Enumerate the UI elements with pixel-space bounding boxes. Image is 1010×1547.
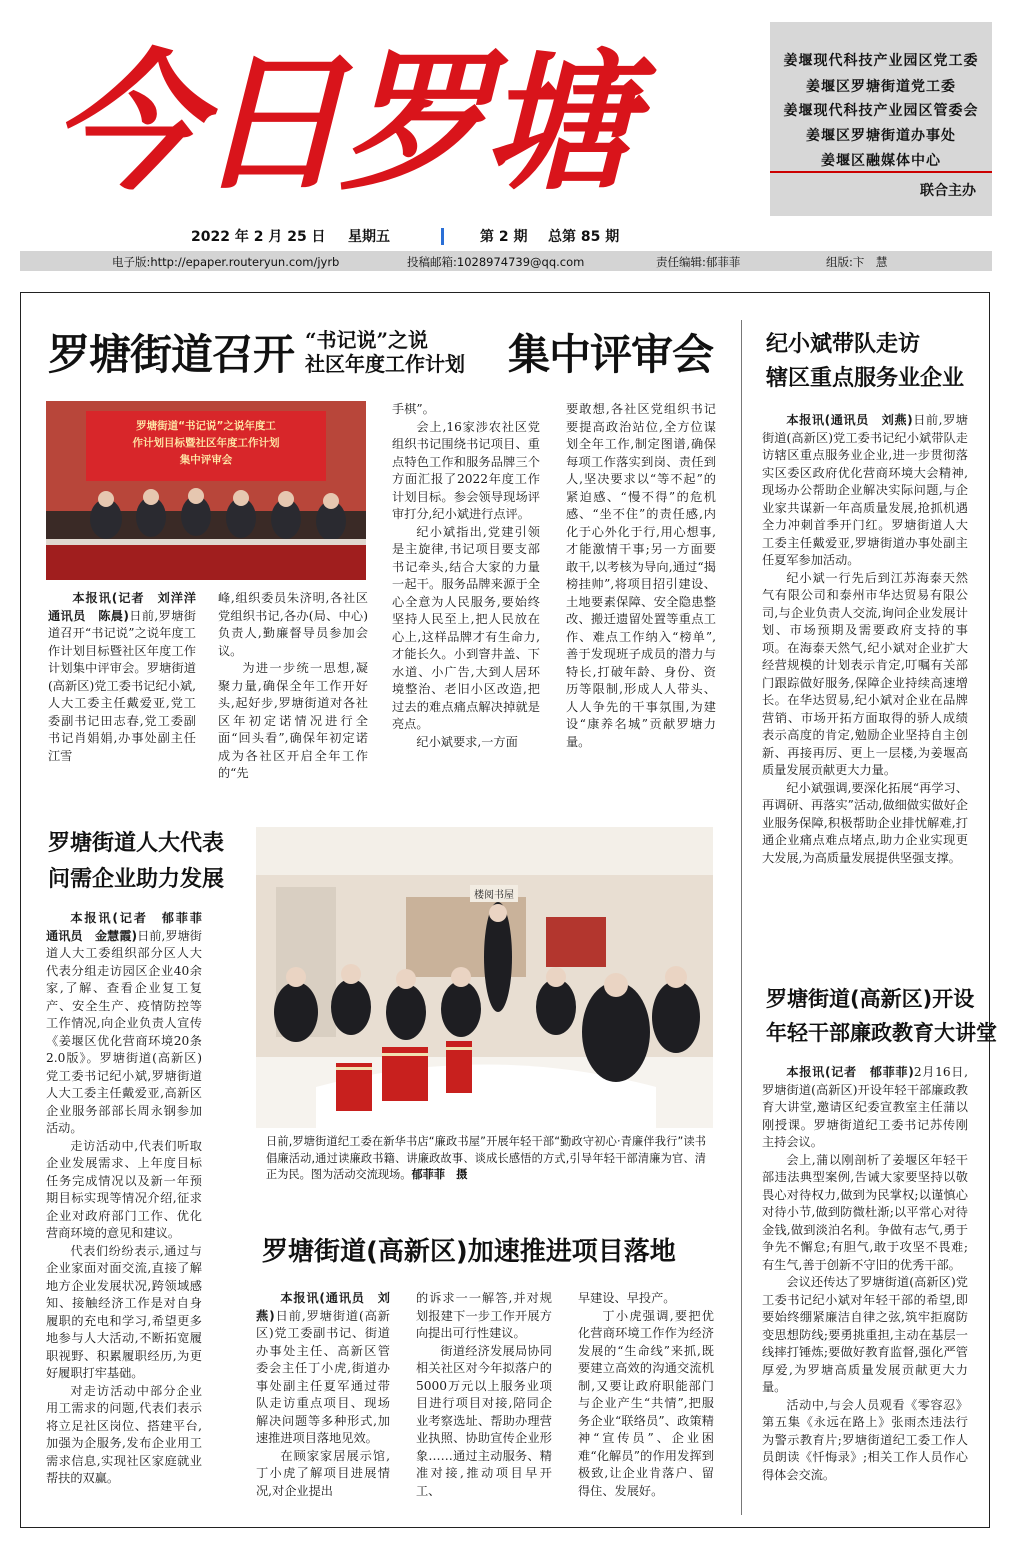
lead-headline-part-a: 罗塘街道召开 <box>48 330 295 379</box>
headline-line: 辖区重点服务业企业 <box>766 366 965 391</box>
responsible-editor: 责任编辑:郁菲菲 <box>656 255 741 269</box>
project-headline: 罗塘街道(高新区)加速推进项目落地 <box>262 1237 676 1267</box>
lead-text: 要敢想,各社区党组织书记要提高政治站位,全方位谋划全年工作,制定图谱,确保每项工作落实到岗、责任到人,坚决要求以“等不起”的紧迫感、“慢不得”的危机感、“坐不住”的责任感,内化于心外化于行,用心想事,才能激情干事;另一方面要敢干,以考核为导向,通过“揭榜挂帅”,将项目招引建设、土地要素保障、安全隐患整改、搬迁遗留处置等重点工作、难点工作纳入“榜单”,善于发现班子成员的潜力与特长,打破年龄、身份、资历等限制,形成人人带头、人人争先的干事氛围,为建设“康养名城”贡献罗塘力量。 <box>566 402 716 749</box>
headline-line: 纪小斌带队走访 <box>766 332 921 357</box>
deputies-byline: 本报讯(记者 郁菲菲 通讯员 金慧霞) <box>46 911 215 943</box>
column-divider <box>741 320 742 1515</box>
integrity-byline: 本报讯(记者 郁菲菲) <box>786 1065 914 1079</box>
ji-visit-text: 日前,罗塘街道(高新区)党工委书记纪小斌带队走访辖区重点服务业企业,进一步贯彻落实区委区政府优化营商环境大会精神,现场办公帮助企业解决实际问题,与企业家共谋新一年高质量发展,抢抓机遇全力冲刺首季开门红。罗塘街道人大工委主任戴爱亚,罗塘街道办事处副主任夏军参加活动。 <box>762 413 968 567</box>
lead-text: 手棋”。 <box>392 402 435 416</box>
lead-headline-part-b: 集中评审会 <box>508 330 714 379</box>
project-byline: 本报讯(通讯员 刘燕) <box>256 1291 390 1323</box>
headline-line: 问需企业助力发展 <box>48 867 225 892</box>
lead-text: 峰,组织委员朱济明,各社区党组织书记,各办(局、中心)负责人,勤廉督导员参加会议。 <box>218 591 368 658</box>
project-column-3 <box>578 1290 714 1522</box>
submission-email[interactable]: 投稿邮箱:1028974739@qq.com <box>407 255 585 269</box>
ji-visit-text: 纪小斌强调,要深化拓展“再学习、再调研、再落实”活动,做细做实做好企业服务保障,积极帮助企业排忧解难,打通企业痛点难点堵点,助力企业实现更大发展,为高质量发展提供坚强支撑。 <box>762 780 968 865</box>
layout-editor: 组版:卞 慧 <box>826 255 888 269</box>
integrity-text: 会上,蒲以刚剖析了姜堰区年轻干部违法典型案例,告诫大家要坚持以敬畏心对待权力,做到为民掌权;以谨慎心对待小节,做到防微杜渐;以平常心对待金钱,做到淡泊名利。争做有志气,勇于争先不懈怠;有胆气,敢于攻坚不畏难;有生气,善于创新不守旧的优秀干部。 <box>762 1152 968 1272</box>
photo-credit: 郁菲菲 摄 <box>411 1168 468 1181</box>
banner-line: 罗塘街道“书记说”之说年度工 <box>136 420 276 432</box>
issue-number: 第 2 期 <box>480 229 528 245</box>
info-bar <box>20 251 992 271</box>
lead-text: 日前,罗塘街道召开“书记说”之说年度工作计划目标暨社区年度工作计划集中评审会。罗塘街道(高新区)党工委书记纪小斌,人大工委主任戴爱亚,党工委副书记田志春,党工委副书记肖娟娟,办事处副主任江雪 <box>48 608 196 763</box>
lead-photo-banner <box>88 418 324 469</box>
ji-visit-headline <box>766 328 964 396</box>
lead-column-4 <box>566 401 716 786</box>
deputies-text: 对走访活动中部分企业用工需求的问题,代表们表示将立足社区岗位、搭建平台,加强为企服务,发布企业用工需求信息,实现社区家庭就业帮扶的双赢。 <box>46 1383 202 1485</box>
deputies-text: 代表们纷纷表示,通过与企业家面对面交流,直接了解地方企业发展状况,跨领域感知、接触经济工作是对自身履职的充电和学习,希望更多地参与人大活动,不断拓宽履职视野、积累履职经历,为更好履职打牢基础。 <box>46 1243 202 1380</box>
lead-column-2 <box>218 590 368 786</box>
deputies-headline <box>48 826 224 898</box>
lead-headline-mid-1: “书记说”之说 <box>305 328 429 352</box>
lead-headline-mid-2: 社区年度工作计划 <box>305 352 465 376</box>
lead-column-3 <box>392 401 540 786</box>
lead-text: 纪小斌要求,一方面 <box>416 734 518 749</box>
dateline-separator <box>441 228 444 245</box>
deputies-text: 日前,罗塘街道人大工委组织部分区人大代表分组走访园区企业40余家,了解、查看企业复工复产、安全生产、疫情防控等工作情况,向企业负责人宣传《姜堰区优化营商环境20条2.0版》。罗塘街道(高新区)党工委书记纪小斌,罗塘街道人大工委主任戴爱亚,高新区企业服务部部长周永钢参加活动。 <box>46 928 202 1135</box>
deputies-text: 走访活动中,代表们听取企业发展需求、上年度目标任务完成情况以及新一年预期目标实现等情况介绍,征求企业对政府部门工作、优化营商环境的意见和建议。 <box>46 1138 202 1240</box>
dateline <box>0 226 1010 248</box>
organizer-line: 姜堰区融媒体中心 <box>821 153 941 169</box>
reading-photo-caption <box>266 1134 706 1192</box>
lead-text: 会上,16家涉农社区党组织书记围绕书记项目、重点特色工作和服务品牌三个方面汇报了2022年度工作计划目标。参会领导现场评审打分,纪小斌进行点评。 <box>392 419 540 521</box>
project-text: 丁小虎强调,要把优化营商环境工作作为经济发展的“生命线”来抓,既要建立高效的沟通交流机制,又要让政府职能部门与企业产生“共情”,把服务企业“联络员”、政策精神“宣传员”、企业困难“化解员”的作用发挥到极致,让企业肯落户、留得住、发展好。 <box>578 1308 714 1498</box>
lead-text: 纪小斌指出,党建引领是主旋律,书记项目要支部书记牵头,结合大家的力量一起干。服务品牌来源于全心全意为人民服务,要始终坚持人民至上,把人民放在心上,这样品牌才有生命力,才能长久。小到窨井盖、下水道、小广告,大到人居环境整治、老旧小区改造,把过去的难点痛点解决掉就是亮点。 <box>392 524 540 731</box>
epaper-link[interactable]: 电子版:http://epaper.routeryun.com/jyrb <box>112 255 340 269</box>
integrity-text: 活动中,与会人员观看《零容忍》第五集《永远在路上》张雨杰违法行为警示教育片;罗塘街道纪工委工作人员朗读《忏悔录》;相关工作人员作心得体会交流。 <box>762 1397 968 1482</box>
lead-byline: 本报讯(记者 刘洋洋 通讯员 陈晨) <box>48 591 209 623</box>
issue-weekday: 星期五 <box>348 229 390 245</box>
issue-date: 2022 年 2 月 25 日 <box>191 229 326 245</box>
ji-visit-byline: 本报讯(通讯员 刘燕) <box>786 413 913 427</box>
bookstore-sign: 楼阅书屋 <box>470 885 518 902</box>
project-text: 街道经济发展局协同相关社区对今年拟落户的5000万元以上服务业项目进行项目对接,陪同企业考察选址、帮助办理营业执照、协助宣传企业形象……通过主动服务、精准对接,推动项目早开工、 <box>416 1343 552 1498</box>
headline-line: 年轻干部廉政教育大讲堂 <box>766 1021 997 1045</box>
project-text: 日前,罗塘街道(高新区)党工委副书记、街道办事处主任、高新区管委会主任丁小虎,街道办事处副主任夏军通过带队走访重点项目、现场解决问题等多种形式,加速推进项目落地见效。 <box>256 1308 390 1445</box>
integrity-lecture-headline <box>766 982 997 1050</box>
lead-photo <box>46 401 366 580</box>
organizer-rule <box>770 171 992 173</box>
project-text: 在顾家家居展示馆,丁小虎了解项目进展情况,对企业提出 <box>256 1448 390 1498</box>
integrity-text: 会议还传达了罗塘街道(高新区)党工委书记纪小斌对年轻干部的希望,即要始终绷紧廉洁自律之弦,筑牢拒腐防变思想防线;要勇挑重担,主动在基层一线摔打锤炼;要做好教育监督,强化严管厚爱,为罗塘高质量发展贡献更大力量。 <box>762 1275 968 1394</box>
banner-line: 集中评审会 <box>179 454 233 466</box>
project-text: 早建设、早投产。 <box>578 1291 676 1305</box>
organizer-box <box>770 22 992 216</box>
headline-line: 罗塘街道人大代表 <box>48 831 225 856</box>
organizer-line: 姜堰现代科技产业园区管委会 <box>783 103 979 119</box>
integrity-lecture-body <box>762 1064 968 1522</box>
project-text: 的诉求一一解答,并对规划报建下一步工作开展方向提出可行性建议。 <box>416 1291 552 1340</box>
headline-line: 罗塘街道(高新区)开设 <box>766 987 975 1011</box>
organizer-line: 姜堰区罗塘街道党工委 <box>806 79 956 95</box>
ji-visit-body <box>762 412 968 940</box>
organizer-line: 姜堰现代科技产业园区党工委 <box>783 53 979 69</box>
caption-text: 日前,罗塘街道纪工委在新华书店“廉政书屋”开展年轻干部“勤政守初心·青廉伴我行”读书倡廉活动,通过读廉政书籍、讲廉政故事、谈成长感悟的方式,引导年轻干部清廉为官、清正为民。图为活动交流现场。 <box>266 1135 706 1181</box>
joint-sponsor-label: 联合主办 <box>920 183 976 199</box>
ji-visit-text: 纪小斌一行先后到江苏海泰天然气有限公司和泰州市华达贸易有限公司,与企业负责人交流,询问企业发展计划、市场预期及需要政府支持的事项。在海泰天然气,纪小斌对企业扩大经营规模的计划表示肯定,叮嘱有关部门跟踪做好服务,保障企业持续高速增长。在华达贸易,纪小斌对企业在品牌营销、市场开拓方面取得的骄人成绩表示高度的肯定,勉励企业坚持自主创新、再接再厉、更上一层楼,为姜堰高质量发展贡献更大力量。 <box>762 570 968 777</box>
total-issue-number: 总第 85 期 <box>548 229 620 245</box>
lead-text: 为进一步统一思想,凝聚力量,确保全年工作开好头,起好步,罗塘街道对各社区年初定诺情况进行全面“回头看”,确保年初定诺成为各社区开启全年工作的“先 <box>218 661 368 780</box>
reading-activity-illustration <box>256 827 713 1128</box>
integrity-text: 2月16日,罗塘街道(高新区)开设年轻干部廉政教育大讲堂,邀请区纪委宣教室主任蒲以刚授课。罗塘街道纪工委书记苏传刚主持会议。 <box>762 1065 969 1149</box>
reading-activity-photo <box>256 827 713 1128</box>
lead-column-1 <box>48 590 209 786</box>
banner-line: 作计划目标暨社区年度工作计划 <box>132 437 280 449</box>
organizer-line: 姜堰区罗塘街道办事处 <box>806 128 956 144</box>
masthead-title: 今日罗塘 <box>52 35 629 211</box>
project-column-2 <box>416 1290 552 1522</box>
project-column-1 <box>256 1290 390 1522</box>
deputies-body <box>46 910 215 1522</box>
